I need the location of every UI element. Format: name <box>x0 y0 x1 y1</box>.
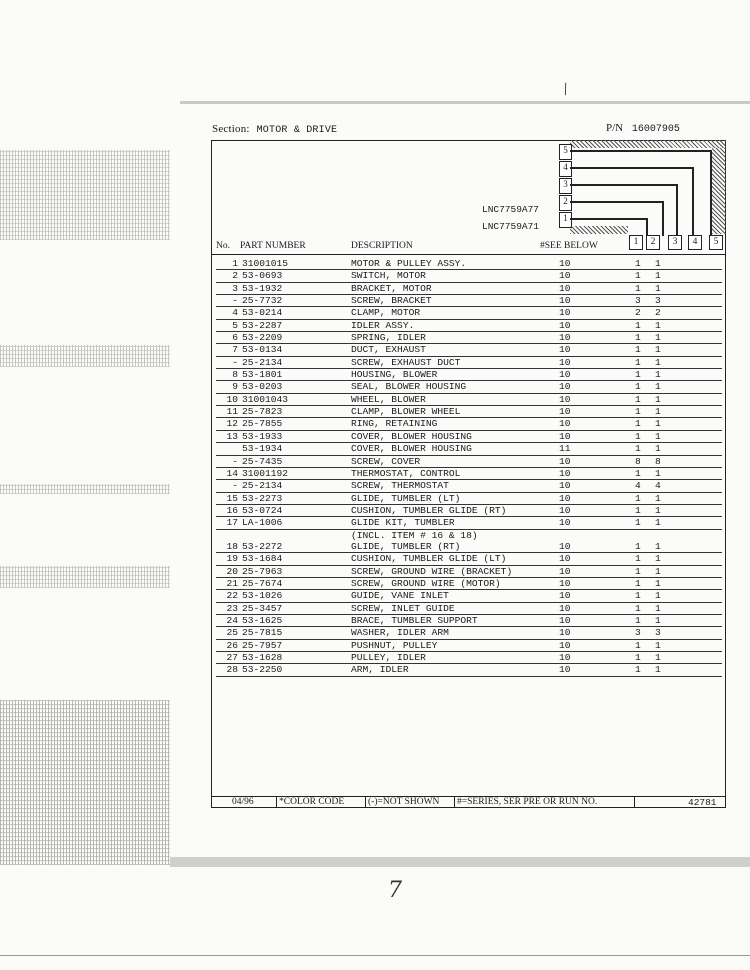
description: DUCT, EXHAUST <box>351 344 426 356</box>
table-row <box>216 480 722 492</box>
part-number: 25-7823 <box>242 406 283 418</box>
table-row <box>216 627 722 639</box>
qty-series-2: 1 <box>655 369 661 381</box>
qty-series-2: 1 <box>655 381 661 393</box>
table-row <box>216 517 722 529</box>
part-number: 53-2273 <box>242 492 283 504</box>
scan-noise-1 <box>0 150 170 240</box>
footer-date: 04/96 <box>232 797 254 807</box>
item-number: 9 <box>232 381 238 393</box>
qty-series-1: 2 <box>635 307 641 319</box>
qty-series-1: 1 <box>635 369 641 381</box>
table-row <box>216 381 722 393</box>
qty-series-1: 1 <box>635 430 641 442</box>
footer-color-code: *COLOR CODE <box>279 797 345 807</box>
description: CUSHION, TUMBLER GLIDE (RT) <box>351 504 507 516</box>
qty-series-1: 1 <box>635 652 641 663</box>
qty-series-1: 1 <box>635 553 641 565</box>
qty-series-2: 1 <box>655 332 661 344</box>
qty-series-2: 1 <box>655 553 661 565</box>
qty-series-1: 1 <box>635 393 641 405</box>
part-number: 25-7957 <box>242 639 283 651</box>
part-number: 53-2272 <box>242 540 283 552</box>
description: SEAL, BLOWER HOUSING <box>351 381 467 393</box>
qty-series-1: 1 <box>635 344 641 356</box>
item-number: 5 <box>232 319 238 331</box>
part-number: 25-7963 <box>242 565 283 577</box>
scan-squiggle: ⁄ <box>561 82 572 98</box>
part-number: 25-7815 <box>242 627 283 639</box>
item-number: 1 <box>232 258 238 269</box>
scan-top-band <box>180 101 750 104</box>
series: 10 <box>559 652 571 663</box>
series-line-2 <box>570 201 662 203</box>
item-number: 22 <box>226 590 238 602</box>
table-row <box>216 258 722 270</box>
qty-series-2: 1 <box>655 406 661 418</box>
qty-series-1: 1 <box>635 639 641 651</box>
qty-series-1: 1 <box>635 356 641 368</box>
qty-series-1: 1 <box>635 590 641 602</box>
table-row <box>216 566 722 578</box>
part-number: 25-7732 <box>242 295 283 307</box>
item-number: 14 <box>226 467 238 479</box>
part-number: 53-2287 <box>242 319 283 331</box>
part-number: 53-1628 <box>242 652 283 663</box>
qty-series-2: 3 <box>655 295 661 307</box>
table-row <box>216 418 722 430</box>
table-row <box>216 344 722 356</box>
qty-series-2: 1 <box>655 443 661 455</box>
description: GLIDE KIT, TUMBLER <box>351 517 455 529</box>
series: 10 <box>559 270 571 282</box>
footer-series-note: #=SERIES, SER PRE OR RUN NO. <box>457 797 598 807</box>
scan-footer-line <box>0 955 750 956</box>
qty-series-1: 1 <box>635 504 641 516</box>
qty-series-2: 1 <box>655 590 661 602</box>
series: 10 <box>559 480 571 492</box>
description: SCREW, GROUND WIRE (MOTOR) <box>351 577 501 589</box>
description: GLIDE, TUMBLER (LT) <box>351 492 461 504</box>
series: 10 <box>559 602 571 614</box>
series-drop-3 <box>676 184 678 236</box>
description: GLIDE, TUMBLER (RT) <box>351 540 461 552</box>
item-number: 19 <box>226 553 238 565</box>
table-row <box>216 553 722 565</box>
parts-list <box>216 258 722 677</box>
description: SCREW, GROUND WIRE (BRACKET) <box>351 565 513 577</box>
footer-divider-2 <box>365 797 366 808</box>
handwritten-mark: 7 <box>388 878 402 903</box>
qty-series-2: 1 <box>655 356 661 368</box>
series: 11 <box>559 443 571 455</box>
table-row <box>216 307 722 319</box>
part-number: 53-0134 <box>242 344 283 356</box>
qty-series-2: 1 <box>655 344 661 356</box>
item-number: 15 <box>226 492 238 504</box>
qty-series-1: 1 <box>635 332 641 344</box>
table-row <box>216 603 722 615</box>
series: 10 <box>559 664 571 676</box>
qty-series-1: 8 <box>635 455 641 467</box>
series: 10 <box>559 467 571 479</box>
item-number: - <box>232 480 238 492</box>
series: 10 <box>559 590 571 602</box>
qty-series-2: 1 <box>655 540 661 552</box>
part-number: 53-0214 <box>242 307 283 319</box>
footer-code: 42781 <box>688 797 717 808</box>
series: 10 <box>559 627 571 639</box>
footer-divider-1 <box>276 797 277 808</box>
series-box-1: 1 <box>559 212 572 228</box>
item-number: 24 <box>226 614 238 626</box>
table-row <box>216 664 722 676</box>
qty-series-2: 1 <box>655 602 661 614</box>
series: 10 <box>559 540 571 552</box>
qty-series-1: 3 <box>635 627 641 639</box>
series: 10 <box>559 577 571 589</box>
series-line-3 <box>570 184 676 186</box>
description: PULLEY, IDLER <box>351 652 426 663</box>
qty-series-1: 1 <box>635 614 641 626</box>
series-column-3: 3 <box>668 235 682 250</box>
series: 10 <box>559 492 571 504</box>
description: ARM, IDLER <box>351 664 409 676</box>
qty-series-2: 1 <box>655 614 661 626</box>
col-header-series: #SEE BELOW <box>540 241 598 251</box>
item-number: 10 <box>226 393 238 405</box>
description: THERMOSTAT, CONTROL <box>351 467 461 479</box>
part-number: 53-1932 <box>242 282 283 294</box>
col-header-part-number: PART NUMBER <box>240 241 306 251</box>
item-number: 8 <box>232 369 238 381</box>
description: SCREW, INLET GUIDE <box>351 602 455 614</box>
qty-series-1: 1 <box>635 577 641 589</box>
qty-series-2: 1 <box>655 492 661 504</box>
section-heading <box>212 123 337 136</box>
footer-divider-3 <box>454 797 455 808</box>
qty-series-2: 3 <box>655 627 661 639</box>
pn-value: 16007905 <box>631 124 680 135</box>
qty-series-1: 1 <box>635 270 641 282</box>
part-number: 25-3457 <box>242 602 283 614</box>
description: CUSHION, TUMBLER GLIDE (LT) <box>351 553 507 565</box>
part-number: 53-0724 <box>242 504 283 516</box>
part-number: 53-1934 <box>242 443 283 455</box>
description: COVER, BLOWER HOUSING <box>351 430 472 442</box>
qty-series-1: 1 <box>635 381 641 393</box>
series-box-5: 5 <box>559 144 572 160</box>
series: 10 <box>559 430 571 442</box>
series: 10 <box>559 258 571 269</box>
table-row <box>216 283 722 295</box>
qty-series-2: 1 <box>655 393 661 405</box>
pn-label: P/N <box>606 122 624 134</box>
description: HOUSING, BLOWER <box>351 369 438 381</box>
series-drop-4 <box>692 167 694 236</box>
series: 10 <box>559 295 571 307</box>
series-column-4: 4 <box>688 235 702 250</box>
series: 10 <box>559 381 571 393</box>
series-hatch-right <box>712 148 726 234</box>
series: 10 <box>559 517 571 529</box>
table-row <box>216 590 722 602</box>
qty-series-2: 1 <box>655 319 661 331</box>
table-row <box>216 394 722 406</box>
description: SCREW, THERMOSTAT <box>351 480 449 492</box>
description: SCREW, COVER <box>351 455 421 467</box>
table-row <box>216 295 722 307</box>
qty-series-2: 1 <box>655 577 661 589</box>
qty-series-2: 4 <box>655 480 661 492</box>
qty-series-1: 1 <box>635 492 641 504</box>
table-row <box>216 468 722 480</box>
qty-series-2: 1 <box>655 664 661 676</box>
part-number: 25-7855 <box>242 418 283 430</box>
footer-divider-4 <box>634 797 635 808</box>
series-drop-5 <box>710 150 712 236</box>
series: 10 <box>559 282 571 294</box>
part-number-heading <box>606 122 680 135</box>
part-number: 53-1933 <box>242 430 283 442</box>
description: SPRING, IDLER <box>351 332 426 344</box>
series: 10 <box>559 369 571 381</box>
scan-noise-2 <box>0 345 170 367</box>
description: WHEEL, BLOWER <box>351 393 426 405</box>
description: GUIDE, VANE INLET <box>351 590 449 602</box>
series: 10 <box>559 553 571 565</box>
series-drop-1 <box>646 218 648 236</box>
description: MOTOR & PULLEY ASSY. <box>351 258 467 269</box>
description: BRACKET, MOTOR <box>351 282 432 294</box>
qty-series-2: 8 <box>655 455 661 467</box>
qty-series-1: 1 <box>635 540 641 552</box>
series-line-4 <box>570 167 692 169</box>
table-row <box>216 640 722 652</box>
series-line-5 <box>570 150 712 152</box>
item-number: 13 <box>226 430 238 442</box>
table-row <box>216 578 722 590</box>
item-number: - <box>232 455 238 467</box>
part-number: 25-7674 <box>242 577 283 589</box>
table-row <box>216 530 722 541</box>
description: SCREW, BRACKET <box>351 295 432 307</box>
description: (INCL. ITEM # 16 & 18) <box>351 529 478 541</box>
table-row <box>216 406 722 418</box>
table-row <box>216 443 722 455</box>
table-row <box>216 652 722 664</box>
description: SWITCH, MOTOR <box>351 270 426 282</box>
col-header-description: DESCRIPTION <box>351 241 413 251</box>
qty-series-2: 1 <box>655 517 661 529</box>
item-number: 20 <box>226 565 238 577</box>
description: CLAMP, BLOWER WHEEL <box>351 406 461 418</box>
item-number: 6 <box>232 332 238 344</box>
qty-series-1: 1 <box>635 517 641 529</box>
table-row <box>216 505 722 517</box>
table-row <box>216 456 722 468</box>
item-number: 28 <box>226 664 238 676</box>
part-number: 53-1801 <box>242 369 283 381</box>
series: 10 <box>559 565 571 577</box>
qty-series-1: 1 <box>635 319 641 331</box>
qty-series-1: 4 <box>635 480 641 492</box>
scan-noise-3 <box>0 484 170 494</box>
model-number-2: LNC7759A71 <box>482 221 540 232</box>
part-number: LA-1006 <box>242 517 283 529</box>
qty-series-1: 1 <box>635 418 641 430</box>
item-number: 26 <box>226 639 238 651</box>
header-rule <box>211 254 726 255</box>
qty-series-1: 1 <box>635 664 641 676</box>
part-number: 53-0693 <box>242 270 283 282</box>
section-label: Section: <box>212 123 250 135</box>
qty-series-2: 1 <box>655 467 661 479</box>
series-hatch-under <box>570 226 628 234</box>
qty-series-2: 1 <box>655 270 661 282</box>
qty-series-2: 1 <box>655 430 661 442</box>
description: PUSHNUT, PULLEY <box>351 639 438 651</box>
item-number: 23 <box>226 602 238 614</box>
series: 10 <box>559 639 571 651</box>
series-column-2: 2 <box>646 235 660 250</box>
part-number: 31001192 <box>242 467 289 479</box>
table-row <box>216 332 722 344</box>
scan-noise-4 <box>0 566 170 588</box>
part-number: 25-7435 <box>242 455 283 467</box>
series-line-1 <box>570 218 646 220</box>
item-number: 27 <box>226 652 238 663</box>
item-number: 16 <box>226 504 238 516</box>
item-number: 18 <box>226 540 238 552</box>
series: 10 <box>559 307 571 319</box>
model-number-1: LNC7759A77 <box>482 204 540 215</box>
table-row <box>216 357 722 369</box>
qty-series-2: 1 <box>655 282 661 294</box>
item-number: 2 <box>232 270 238 282</box>
part-number: 53-2250 <box>242 664 283 676</box>
item-number: 25 <box>226 627 238 639</box>
table-row <box>216 615 722 627</box>
series: 10 <box>559 418 571 430</box>
qty-series-1: 1 <box>635 282 641 294</box>
description: BRACE, TUMBLER SUPPORT <box>351 614 478 626</box>
qty-series-1: 1 <box>635 467 641 479</box>
part-number: 25-2134 <box>242 356 283 368</box>
description: SCREW, EXHAUST DUCT <box>351 356 461 368</box>
item-number: 4 <box>232 307 238 319</box>
description: COVER, BLOWER HOUSING <box>351 443 472 455</box>
qty-series-2: 1 <box>655 639 661 651</box>
table-row <box>216 431 722 443</box>
part-number: 25-2134 <box>242 480 283 492</box>
series: 10 <box>559 504 571 516</box>
scan-noise-5 <box>0 700 170 865</box>
description: CLAMP, MOTOR <box>351 307 421 319</box>
item-number: 21 <box>226 577 238 589</box>
series: 10 <box>559 344 571 356</box>
qty-series-2: 1 <box>655 258 661 269</box>
qty-series-2: 1 <box>655 418 661 430</box>
series: 10 <box>559 393 571 405</box>
series: 10 <box>559 614 571 626</box>
item-number: - <box>232 295 238 307</box>
description: IDLER ASSY. <box>351 319 415 331</box>
item-number: - <box>232 356 238 368</box>
series-box-2: 2 <box>559 195 572 211</box>
item-number: 7 <box>232 344 238 356</box>
qty-series-2: 1 <box>655 652 661 663</box>
series: 10 <box>559 319 571 331</box>
qty-series-2: 1 <box>655 504 661 516</box>
series: 10 <box>559 455 571 467</box>
table-row <box>216 270 722 282</box>
table-row <box>216 320 722 332</box>
part-number: 31001043 <box>242 393 289 405</box>
item-number: 11 <box>226 406 238 418</box>
qty-series-1: 1 <box>635 565 641 577</box>
item-number: 17 <box>226 517 238 529</box>
part-number: 53-1684 <box>242 553 283 565</box>
qty-series-1: 1 <box>635 443 641 455</box>
part-number: 31001015 <box>242 258 289 269</box>
qty-series-1: 1 <box>635 258 641 269</box>
table-row <box>216 493 722 505</box>
table-row <box>216 369 722 381</box>
section-value: MOTOR & DRIVE <box>256 125 338 136</box>
description: WASHER, IDLER ARM <box>351 627 449 639</box>
table-row <box>216 541 722 553</box>
item-number: 12 <box>226 418 238 430</box>
qty-series-2: 1 <box>655 565 661 577</box>
item-number: 3 <box>232 282 238 294</box>
description: RING, RETAINING <box>351 418 438 430</box>
series-hatch-top <box>570 140 726 148</box>
qty-series-2: 2 <box>655 307 661 319</box>
series-drop-2 <box>662 201 664 236</box>
series: 10 <box>559 356 571 368</box>
footer-not-shown: (-)=NOT SHOWN <box>368 797 440 807</box>
series: 10 <box>559 406 571 418</box>
part-number: 53-2209 <box>242 332 283 344</box>
qty-series-1: 1 <box>635 406 641 418</box>
scan-bottom-band <box>170 857 750 867</box>
qty-series-1: 3 <box>635 295 641 307</box>
series-box-4: 4 <box>559 161 572 177</box>
series-column-5: 5 <box>709 235 723 250</box>
series-column-1: 1 <box>629 235 643 250</box>
part-number: 53-1026 <box>242 590 283 602</box>
part-number: 53-0203 <box>242 381 283 393</box>
part-number: 53-1625 <box>242 614 283 626</box>
series: 10 <box>559 332 571 344</box>
col-header-no: No. <box>216 241 230 251</box>
series-box-3: 3 <box>559 178 572 194</box>
qty-series-1: 1 <box>635 602 641 614</box>
